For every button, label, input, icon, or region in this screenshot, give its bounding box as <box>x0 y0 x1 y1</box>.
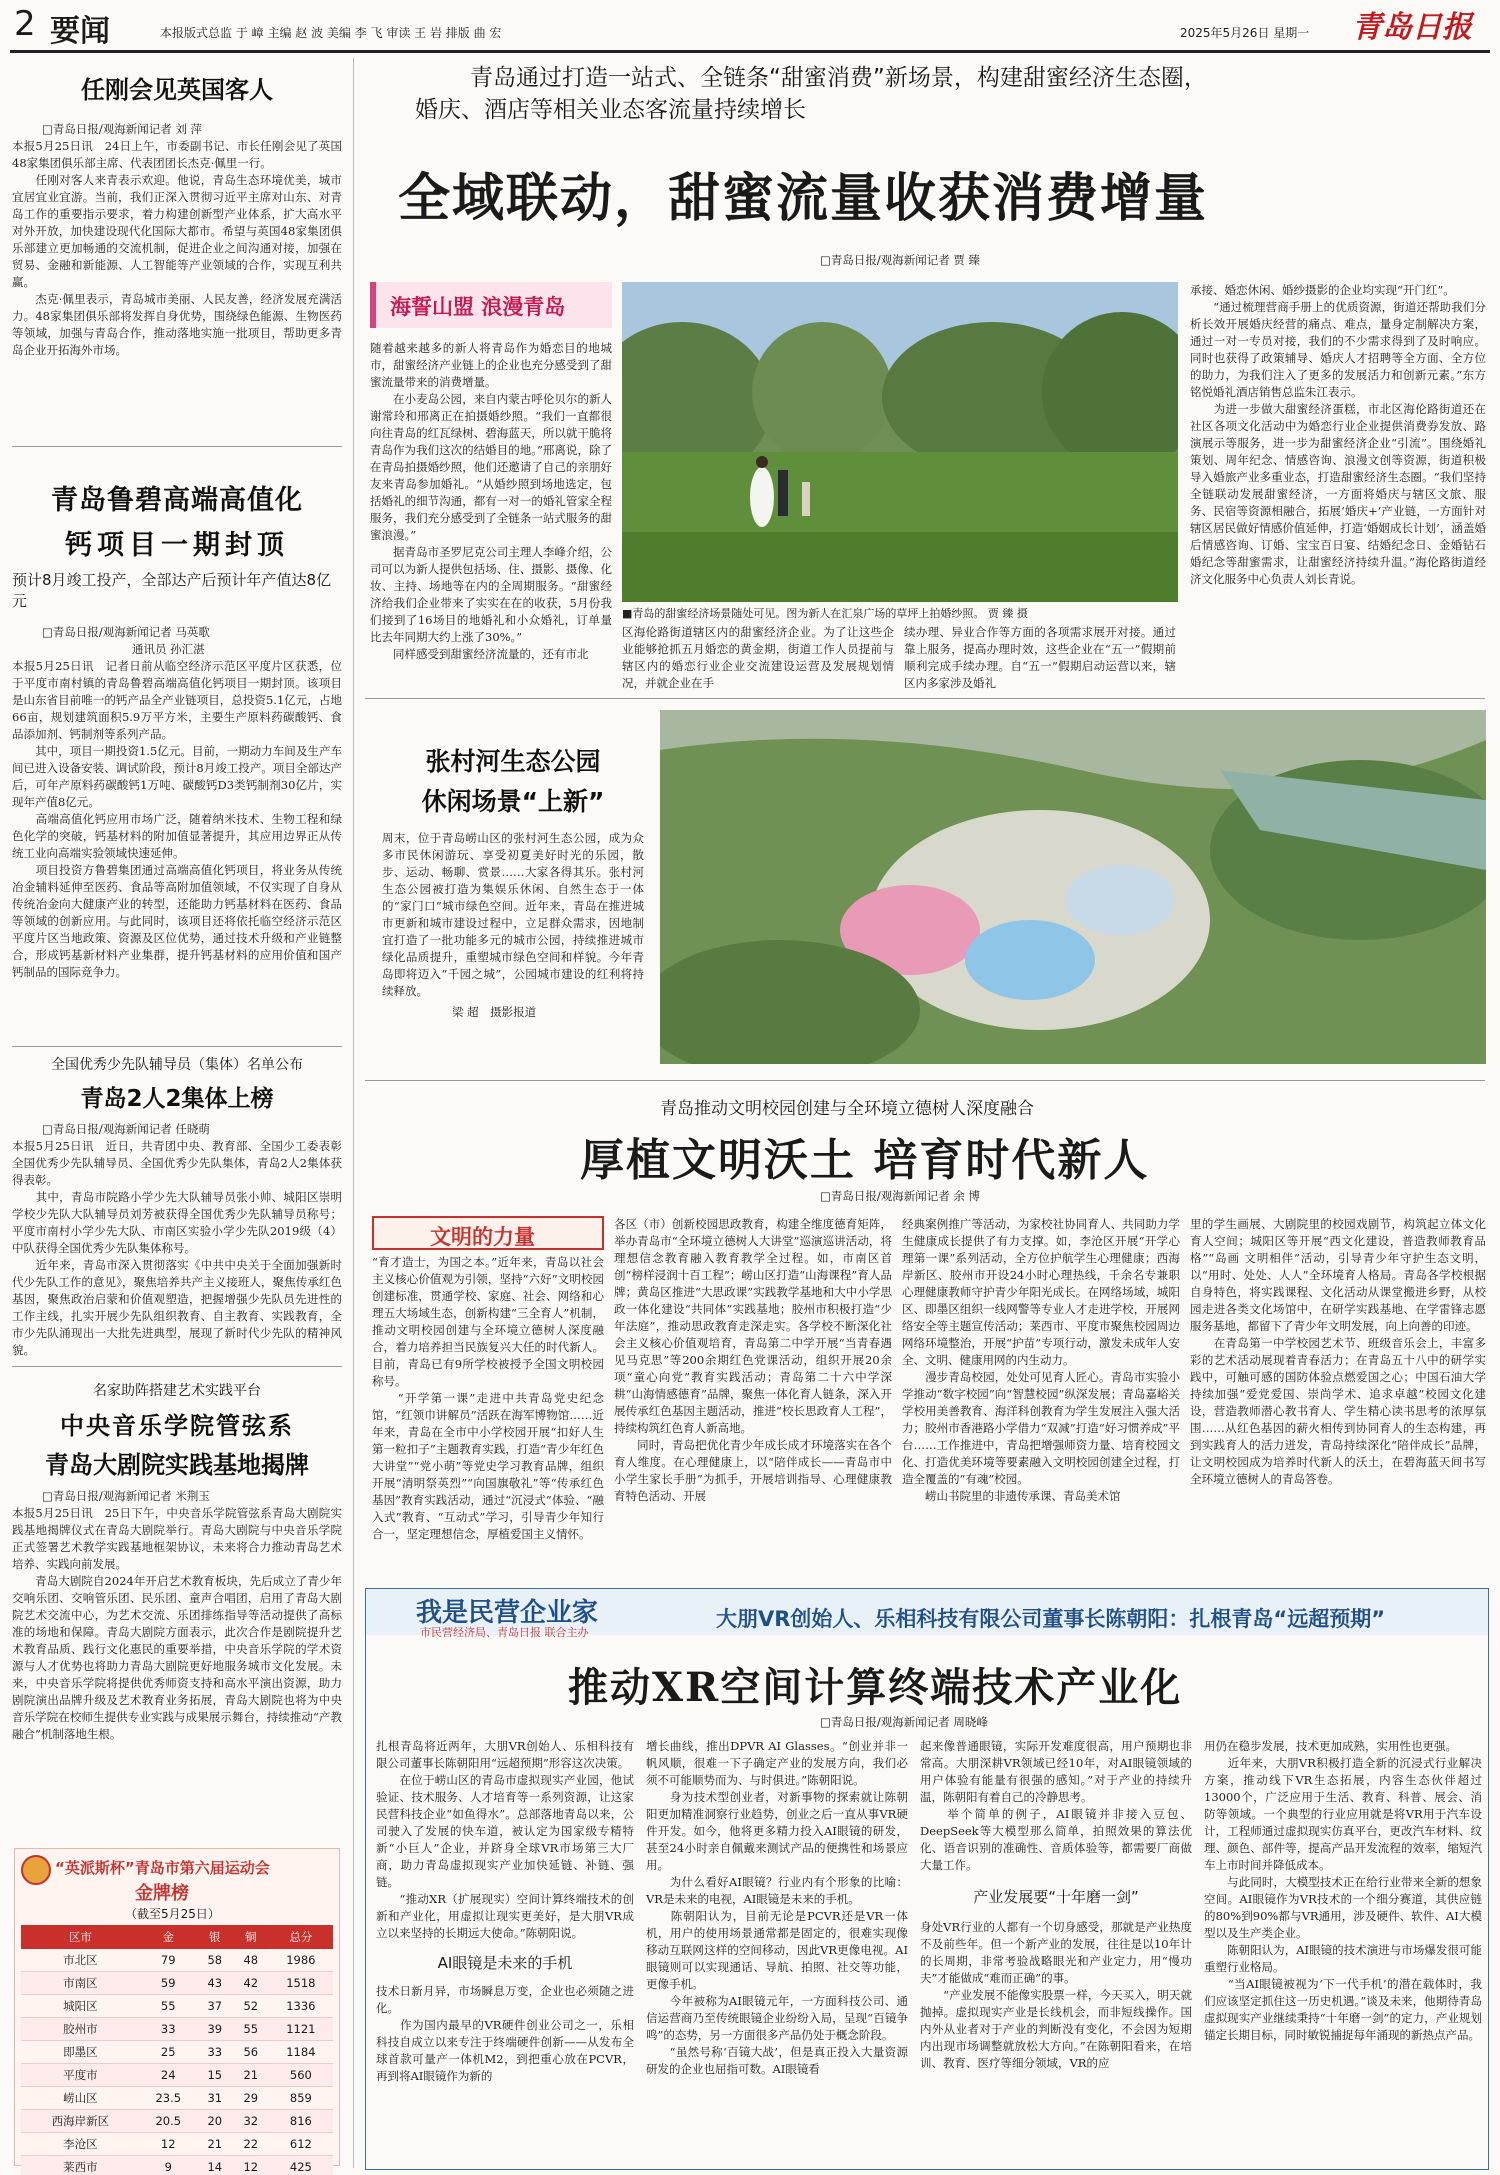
divider <box>12 1046 342 1047</box>
medal-table-cell: 816 <box>269 2110 333 2133</box>
medal-table-row <box>21 2087 333 2110</box>
article-kicker: 全国优秀少先队辅导员（集体）名单公布 <box>51 1057 303 1073</box>
lead-byline: □青岛日报/观海新闻记者 贾 臻 <box>820 253 981 267</box>
biz-subhead-1: AI眼镜是未来的手机 <box>437 1954 573 1972</box>
divider <box>12 1366 342 1367</box>
issue-date: 2025年5月26日 星期一 <box>1180 26 1310 40</box>
medal-table-cell: 崂山区 <box>21 2087 140 2110</box>
article-title: 中央音乐学院管弦系 <box>60 1412 294 1440</box>
medal-table-cell: 58 <box>197 1949 233 1972</box>
medal-table-cell: 79 <box>140 1949 197 1972</box>
medal-table <box>21 1925 333 2175</box>
park-credit: 梁 超 摄影报道 <box>452 1005 537 1019</box>
medal-table-title: “英派斯杯”青岛市第六届运动会 <box>55 1859 270 1877</box>
medal-table-cell: 15 <box>197 2064 233 2087</box>
biz-col2: 增长曲线，推出DPVR AI Glasses。“创业并非一帆风顺，很难一下子确定产业的发展方向，我们必须不可能顺势而为、与时俱进。”陈朝阳说。 身为技术型创业者，对新事物的探索就让陈朝阳更加精准洞察行业趋势，创业之后一直从事VR硬件开发。如今，他将更多精力投入AI眼镜的研发，甚至24小时亲自佩戴来测试产品的便携性和场景应用。 为什么看好AI眼镜？行业内有个形象的比喻：VR是未来的电视，AI眼镜是未来的手机。 陈朝阳认为，目前无论是PCVR还是VR一体机，用户的使用场景通常都是固定的，很难实现像移动互联网这样的空间移动，因此VR更像电视。AI眼镜则可以实现通话、导航、拍照、社交等功能，更像手机。 今年被称为AI眼镜元年，一方面科技公司、通信运营商乃至传统眼镜企业纷纷入局，呈现“百镜争鸣”的态势，另一方面很多产品仍处于概念阶段。 “虽然号称‘百镜大战’，但是真正投入大量资源研发的企业也屈指可数。AI眼镜看 <box>646 1739 908 2076</box>
lead-kicker-line1: 青岛通过打造一站式、全链条“甜蜜消费”新场景，构建甜蜜经济生态圈， <box>470 65 1207 91</box>
biz-col4: 用仍在稳步发展，技术更加成熟，实用性也更强。 近年来，大朋VR积极打造全新的沉浸式行业解决方案，推动线下VR生态拓展，内容生态伙伴超过13000个，广泛应用于生活、教育、科普、展会、消防等领域。一个典型的行业应用就是将VR用于汽车设计，工程师通过虚拟现实仿真平台，更改汽车材料、纹理、颜色、部件等，提高产品开发流程的效率，缩短汽车上市时间并降低成本。 与此同时，大模型技术正在给行业带来全新的想象空间。AI眼镜作为VR技术的一个细分赛道，其供应链的80%到90%都与VR通用，涉及硬件、软件、AI大模型以及生产类企业。 陈朝阳认为，AI眼镜的技术演进与市场爆发很可能重塑行业格局。 “当AI眼镜被视为‘下一代手机’的潜在载体时，我们应该坚定抓住这一历史机遇。”谈及未来，他期待青岛虚拟现实产业继续秉持“十年磨一剑”的定力，产业规划锚定长期目标，同时敏锐捕捉每年涌现的新热点产品。 <box>1204 1739 1482 2042</box>
medal-table-cell: 29 <box>233 2087 269 2110</box>
lead-col3: 续办理、异业合作等方面的各项需求展开对接。通过靠上服务，提高办理时效，这些企业在“五一”假期前顺利完成手续办理。自“五一”假期启动运营以来，辖区内多家涉及婚礼 <box>904 625 1176 690</box>
medal-table-box <box>14 1848 340 2174</box>
medal-table-cell: 59 <box>140 1972 197 1995</box>
edu-byline: □青岛日报/观海新闻记者 余 博 <box>820 1189 981 1203</box>
medal-table-date: （截至5月25日） <box>125 1907 220 1921</box>
article-byline: □青岛日报/观海新闻记者 米荆玉 <box>42 1489 210 1503</box>
article-byline-line2: 通讯员 孙汇湛 <box>132 642 205 656</box>
medal-table-cell: 1518 <box>269 1972 333 1995</box>
medal-table-row <box>21 2110 333 2133</box>
article-title: 青岛鲁碧高端高值化 <box>51 485 303 516</box>
medal-table-cell: 李沧区 <box>21 2133 140 2156</box>
medal-table-header: 总分 <box>269 1925 333 1949</box>
medal-table-header: 银 <box>197 1925 233 1949</box>
medal-table-cell: 32 <box>233 2110 269 2133</box>
biz-column-name: 我是民营企业家 <box>416 1598 599 1628</box>
medal-table-cell: 城阳区 <box>21 1995 140 2018</box>
biz-headline: 推动XR空间计算终端技术产业化 <box>568 1664 1183 1711</box>
medal-table-wrapper <box>21 1925 333 2175</box>
biz-kicker: 大朋VR创始人、乐相科技有限公司董事长陈朝阳：扎根青岛“远超预期” <box>716 1607 1386 1631</box>
medal-table-cell: 560 <box>269 2064 333 2087</box>
article-title: 青岛2人2集体上榜 <box>80 1086 274 1112</box>
biz-subhead-2: 产业发展要“十年磨一剑” <box>973 1888 1139 1906</box>
medal-table-row <box>21 2064 333 2087</box>
park-title-line2: 休闲场景“上新” <box>421 787 605 816</box>
medal-table-cell: 20.5 <box>140 2110 197 2133</box>
medal-table-cell: 市北区 <box>21 1949 140 1972</box>
medal-table-cell: 12 <box>233 2156 269 2175</box>
park-photo-illustration <box>660 710 1486 1064</box>
lead-col2: 区海伦路街道辖区内的甜蜜经济企业。为了让这些企业能够抢抓五月婚恋的黄金期，街道工作人员提前与辖区内的婚恋行业企业交流建设运营及发展规划情况，并就企业在手 <box>622 625 894 690</box>
section-name: 要闻 <box>50 14 110 49</box>
medal-table-cell: 9 <box>140 2156 197 2175</box>
edu-column-tag-text: 文明的力量 <box>430 1225 535 1249</box>
medal-table-cell: 23.5 <box>140 2087 197 2110</box>
medal-table-row <box>21 2156 333 2175</box>
medal-table-cell: 21 <box>233 2064 269 2087</box>
article-lubi-calcium <box>12 452 342 981</box>
article-byline: □青岛日报/观海新闻记者 刘 萍 <box>42 122 203 136</box>
masthead-rule <box>10 50 1490 53</box>
divider <box>365 698 1485 699</box>
lead-col4: 承接、婚恋休闲、婚纱摄影的企业均实现“开门红”。 “通过梳理营商手册上的优质资源，街道还帮助我们分析长效开展婚庆经营的痛点、难点，量身定制解决方案，通过一对一专员对接，我们的不少需求得到了及时响应。同时也获得了政策辅导、婚庆人才招聘等全方面、全方位的助力，为我们注入了更多的发展活力和创新元素。”东方铭悦婚礼酒店销售总监朱江表示。 为进一步做大甜蜜经济蛋糕，市北区海伦路街道还在社区各项文化活动中为婚恋行业企业提供消费券发放、路演展示等服务，进一步为甜蜜经济企业“引流”。围绕婚礼策划、周年纪念、情感咨询、浪漫文创等资源，街道积极导入婚旅产业多重业态，打造甜蜜经济生态圈。“我们坚持全链联动发展甜蜜经济，一方面将婚庆与辖区文旅、服务、民宿等资源相融合，拓展‘婚庆+’产业链，一方面针对辖区居民做好情感价值延伸，打造‘婚姻成长计划’，涵盖婚后情感咨询、订婚、宝宝百日宴、结婚纪念日、金婚钻石婚纪念等甜蜜需求，让甜蜜经济持续升温。”海伦路街道经济文化服务中心负责人刘长青说。 <box>1190 283 1486 586</box>
edu-col3: 经典案例推广等活动，为家校社协同育人、共同助力学生健康成长提供了有力支撑。如，李沧区开展“开学心理第一课”系列活动，全方位护航学生心理健康；西海岸新区、胶州市开设24小时心理热线，千余名专兼职心理健康教师守护青少年阳光成长。在网络场域，城阳区、即墨区组织一线网警等专业人才走进学校，开展网络安全等主题宣传活动；莱西市、平度市聚焦校园周边网络环境整治，开展“护苗”专项行动，激发未成年人安全、文明、健康用网的内生动力。 漫步青岛校园，处处可见育人匠心。青岛市实验小学推动“数字校园”向“智慧校园”纵深发展；青岛嘉峪关学校用美善教育、海洋科创教育为学生发展注入强大活力；胶州市香港路小学借力“双减”打造“好习惯养成”平台……工作推进中，青岛把增强师资力量、培育校园文化、打造优美环境等要素融入文明校园创建全过程，打造全覆盖的“有魂”校园。 崂山书院里的非遗传承课、青岛美术馆 <box>902 1217 1180 1503</box>
article-title-line2: 钙项目一期封顶 <box>65 530 289 561</box>
masthead <box>0 0 1500 52</box>
medal-table-cell: 莱西市 <box>21 2156 140 2175</box>
medal-table-cell: 43 <box>197 1972 233 1995</box>
divider <box>365 1080 1485 1081</box>
medal-table-cell: 平度市 <box>21 2064 140 2087</box>
article-young-pioneers <box>12 1052 342 1359</box>
biz-organizers: 市民营经济局、青岛日报 联合主办 <box>420 1626 589 1639</box>
edu-col1: “育才造士，为国之本。”近年来，青岛以社会主义核心价值观为引领，坚持“六好”文明校园创建标准，贯通学校、家庭、社会、网络和心理五大场域生态，创新构建“三全育人”机制，推动文明校园创建与全环境立德树人深度融合，着力培养担当民族复兴大任的时代新人。目前，青岛已有9所学校被授予全国文明校园称号。 “开学第一课”走进中共青岛党史纪念馆，“红领巾讲解员”活跃在海军博物馆……近年来，青岛在全市中小学校园开展“扣好人生第一粒扣子”主题教育实践，打造“青少年红色大讲堂”“党小萌”等党史学习教育品牌，组织开展“清明祭英烈”“向国旗敬礼”等“传承红色基因”教育实践活动，通过“沉浸式”体验、“融入式”教育、“互动式”学习，引导青少年知行合一，坚定理想信念，厚植爱国主义情怀。 <box>372 1255 604 1541</box>
medal-table-cell: 1336 <box>269 1995 333 2018</box>
medal-table-cell: 市南区 <box>21 1972 140 1995</box>
edu-col4: 里的学生画展、大剧院里的校园戏剧节，构筑起立体文化育人空间；城阳区等开展“西文化建设，普造教师教育品格”“岛画 文明相伴”活动，引导青少年守护生态文明，以“用时、处处、人人”全环境育人格局。青岛各学校根据自身特色，将实践课程、文化活动从课堂搬进乡野，从校园走进各类文化场馆中，在研学实践基地、在学雷锋志愿服务基地，都留下了青少年文明发展，向上向善的印迹。 在青岛第一中学校园艺术节、班级音乐会上，丰富多彩的艺术活动展现着青春活力；在青岛五十八中的研学实践中，可触可感的国防体验点燃爱国之心；中国石油大学持续加强“爱党爱国、崇尚学术、追求卓越”校园文化建设，营造教师潜心教书育人、学生精心读书思考的浓厚氛围……从红色基因的薪火相传到协同育人的生态构建，再到实践育人的活力迸发，青岛持续深化“陪伴成长”品牌，让文明校园成为培养时代新人的沃土，在碧海蓝天间书写全环境立德树人的青岛答卷。 <box>1190 1217 1486 1486</box>
article-kicker: 名家助阵搭建艺术实践平台 <box>93 1383 261 1399</box>
article-body: 本报5月25日讯 25日下午，中央音乐学院管弦系青岛大剧院实践基地揭牌仪式在青岛大剧院举行。青岛大剧院与中央音乐学院正式签署艺术教学实践基地框架协议，未来将合力推动青岛艺术培养、实践向前发展。 青岛大剧院自2024年开启艺术教育板块，先后成立了青少年交响乐团、交响管乐团、民乐团、童声合唱团，启用了青岛大剧院艺术交流中心，为艺术交流、乐团排练指导等活动提供了高标准的场地和保障。青岛大剧院方面表示，此次合作是剧院提升艺术教育品质、践行文化惠民的重要举措，中央音乐学院的学术资源与人才优势也将助力青岛大剧院更好地服务城市文化发展。未来，中央音乐学院将提供优秀师资支持和高水平演出资源，助力剧院演出品牌升级及艺术教育业务拓展，青岛大剧院也将为中央音乐学院在校师生提供专业实践与成果展示舞台，持续推动“产教融合”机制落地生根。 <box>12 1506 342 1741</box>
newspaper-logo: 青岛日报 <box>1352 10 1472 45</box>
lead-kicker <box>365 62 1485 126</box>
medal-table-header: 金 <box>140 1925 197 1949</box>
medal-table-cell: 56 <box>233 2041 269 2064</box>
park-photo <box>660 710 1486 1064</box>
wedding-photo <box>622 282 1178 602</box>
article-conservatory <box>12 1372 342 1743</box>
medal-table-cell: 24 <box>140 2064 197 2087</box>
medal-table-cell: 1121 <box>269 2018 333 2041</box>
article-byline: □青岛日报/观海新闻记者 马英歌 <box>42 625 210 639</box>
article-body: 本报5月25日讯 近日，共青团中央、教育部、全国少工委表彰全国优秀少先队辅导员、全国优秀少先队集体，青岛2人2集体获得表彰。 其中，青岛市院路小学少先大队辅导员张小帅、城阳区崇明学校少先队大队辅导员刘芳被获得全国优秀少先队辅导员称号；平度市南村小学少先大队、市南区实验小学少先队2019级（4）中队获得全国优秀少先队集体称号。 近年来，青岛市深入贯彻落实《中共中央关于全面加强新时代少先队工作的意见》，聚焦培养共产主义接班人，聚焦传承红色基因，聚焦政治启蒙和价值观塑造，把握增强少先队员先进性的工作主线，扎实开展少先队组织教育、自主教育、实践教育，全市少先队涌现出一大批先进典型，展现了新时代少先队的精神风貌。 <box>12 1139 342 1357</box>
biz-col1-text-b: 技术日新月异，市场瞬息万变，企业也必须随之进化。 作为国内最早的VR硬件创业公司之一，乐相科技自成立以来专注于终端硬件创新——从发布全球首款可量产一体机M2，到把重心放在PCVR，再到将AI眼镜作为新的 <box>376 1984 634 2083</box>
medal-table-row <box>21 1949 333 1972</box>
lead-column-tag-text: 海誓山盟 浪漫青岛 <box>390 295 566 319</box>
medal-table-cell: 20 <box>197 2110 233 2133</box>
edu-col2: 各区（市）创新校园思政教育，构建全维度德育矩阵，举办青岛市“全环境立德树人大讲堂”巡演巡讲活动，将理想信念教育融入教育教学全过程。如，市南区首创“榜样浸润十百工程”；崂山区打造“山海课程”育人品牌；黄岛区推进“大思政课”实践教学基地和大中小学思政一体化建设“共同体”实践基地；胶州市积极打造“少年法庭”，推动思政教育走深走实。各学校不断深化社会主义核心价值观培育，青岛第二中学开展“当青春遇见马克思”等200余期红色党课活动，组织开展20余项“童心向党”教育实践活动；青岛第二十六中学深耕“山海情感德育”品牌，聚焦一体化育人链条，深入开展传承红色基因主题活动，推进“校长思政育人工程”，持续构筑红色育人新高地。 同时，青岛把优化青少年成长成才环境落实在各个育人维度。在心理健康上，以“陪伴成长——青岛市中小学生家长手册”为抓手，开展培训指导、心理健康教育特色活动、开展 <box>614 1217 892 1503</box>
medal-table-row <box>21 1972 333 1995</box>
edu-kicker: 青岛推动文明校园创建与全环境立德树人深度融合 <box>660 1099 1034 1119</box>
medal-table-row <box>21 2018 333 2041</box>
divider <box>12 446 342 447</box>
medal-table-cell: 52 <box>233 1995 269 2018</box>
medal-table-cell: 612 <box>269 2133 333 2156</box>
medal-table-header: 区市 <box>21 1925 140 1949</box>
medal-table-cell: 31 <box>197 2087 233 2110</box>
edu-headline: 厚植文明沃土 培育时代新人 <box>580 1135 1150 1186</box>
edu-column-tag <box>372 1216 604 1250</box>
medal-table-cell: 1986 <box>269 1949 333 1972</box>
medal-table-row <box>21 2041 333 2064</box>
medal-table-cell: 21 <box>197 2133 233 2156</box>
park-textbox <box>372 720 654 1056</box>
wedding-photo-caption: ■青岛的甜蜜经济场景随处可见。图为新人在汇泉广场的草坪上拍婚纱照。 贾 臻 摄 <box>622 607 1028 620</box>
medal-emblem-icon <box>21 1855 51 1885</box>
article-title-line2: 青岛大剧院实践基地揭牌 <box>45 1451 309 1479</box>
lead-kicker-line2: 婚庆、酒店等相关业态客流量持续增长 <box>415 97 806 123</box>
medal-table-cell: 48 <box>233 1949 269 1972</box>
medal-table-cell: 55 <box>140 1995 197 2018</box>
article-byline: □青岛日报/观海新闻记者 任晓萌 <box>42 1122 210 1136</box>
article-body: 本报5月25日讯 记者日前从临空经济示范区平度片区获悉，位于平度市南村镇的青岛鲁碧高端高值化钙项目一期封顶。该项目是山东省目前唯一的钙产品全产业链项目，总投资5.1亿元，占地66亩，规划建筑面积5.9万平方米，主要生产原料药碳酸钙、食品添加剂、钙制剂等系列产品。 其中，项目一期投资1.5亿元。目前，一期动力车间及生产车间已进入设备安装、调试阶段，预计8月竣工投产。项目全部达产后，可年产原料药碳酸钙1万吨、碳酸钙D3类钙制剂30亿片，实现年产值8亿元。 高端高值化钙应用市场广泛，随着纳米技术、生物工程和绿色化学的突破，钙基材料的附加值显著提升，其应用边界正从传统工业向高端实验领域快速延伸。 项目投资方鲁碧集团通过高端高值化钙项目，将业务从传统冶金辅料延伸至医药、食品等高附加值领域，不仅实现了自身从传统冶金向大健康产业的转型，还能助力钙基材料在医药、食品等领域的创新应用。与此同时，该项目还将依托临空经济示范区平度片区当地政策、资源及区位优势，通过技术升级和产业链整合，形成钙基新材料产业集群，提升钙基材料的应用价值和国产钙制品的国际竞争力。 <box>12 659 342 979</box>
park-body: 周末，位于青岛崂山区的张村河生态公园，成为众多市民休闲游玩、享受初夏美好时光的乐园，散步、运动、畅聊、赏景……大家各得其乐。张村河生态公园被打造为集娱乐休闲、自然生态于一体的“家门口”城市绿色空间。近年来，青岛在推进城市更新和城市建设过程中，立足群众需求，因地制宜打造了一批功能多元的城市公园，持续推进城市绿化品质提升，重塑城市绿色空间和样貌。今年青岛即将迈入“千园之城”，公园城市建设的红利将持续释放。 <box>382 831 644 998</box>
biz-col3 <box>920 1738 1192 2072</box>
biz-col3-text: 起来像普通眼镜，实际开发难度很高，用户预期也非常高。大朋深耕VR领域已经10年，对AI眼镜领域的用户体验有能量有很强的感知。”对于产业的持续升温，陈朝阳有着自己的冷静思考。 举个简单的例子，AI眼镜并非接入豆包、DeepSeek等大模型那么简单，拍照效果的算法优化、语音识别的准确性、音质体验等，都需要厂商做大量工作。 <box>920 1739 1192 1872</box>
medal-table-row <box>21 1995 333 2018</box>
biz-col3-text-b: 身处VR行业的人都有一个切身感受，那就是产业热度不及前些年。但一个新产业的发展，往往是以10年计的长周期，非常考验战略眼光和产业定力，用“慢功夫”才能做成“难而正确”的事。 “产业发展不能像实股票一样，今天买入，明天就抛掉。虚拟现实产业是长线机会，而非短线操作。国内外从业者对于产业的判断没有变化，不会因为短期内出现市场调整就放松大方向。”在陈朝阳看来，在培训、教育、医疗等细分领域，VR的应 <box>920 1920 1192 2070</box>
medal-table-row <box>21 2133 333 2156</box>
article-subtitle: 预计8月竣工投产，全部达产后预计年产值达8亿元 <box>12 571 332 610</box>
medal-table-cell: 即墨区 <box>21 2041 140 2064</box>
medal-table-cell: 55 <box>233 2018 269 2041</box>
medal-table-cell: 42 <box>233 1972 269 1995</box>
park-title: 张村河生态公园 <box>425 747 601 776</box>
article-ren-gang <box>12 58 342 359</box>
medal-table-cell: 39 <box>197 2018 233 2041</box>
wedding-photo-illustration <box>622 282 1178 602</box>
editorial-credits: 本报版式总监 于 嶂 主编 赵 波 美编 李 飞 审读 王 岩 排版 曲 宏 <box>160 26 502 40</box>
biz-col1-text: 扎根青岛将近两年，大朋VR创始人、乐相科技有限公司董事长陈朝阳用“远超预期”形容这次决策。 在位于崂山区的青岛市虚拟现实产业园，他试验证、技术服务、人才培育等一系列资源，让这家民营科技企业“如鱼得水”。总部落地青岛以来，公司驶入了发展的快车道，被认定为国家级专精特新“小巨人”企业，并跻身全球VR市场第三大厂商，助力青岛虚拟现实产业加快延链、补链、强链。 “推动XR（扩展现实）空间计算终端技术的创新和产业化，用虚拟让现实更美好，是大朋VR成立以来坚持的长期远大使命。”陈朝阳说。 <box>376 1739 634 1940</box>
medal-table-cell: 12 <box>140 2133 197 2156</box>
medal-table-cell: 14 <box>197 2156 233 2175</box>
biz-col1 <box>376 1738 634 2085</box>
medal-table-cell: 859 <box>269 2087 333 2110</box>
medal-table-cell: 33 <box>197 2041 233 2064</box>
lead-col1: 随着越来越多的新人将青岛作为婚恋目的地城市，甜蜜经济产业链上的企业也充分感受到了甜蜜流量带来的消费增量。 在小麦岛公园，来自内蒙古呼伦贝尔的新人谢常玲和邢离正在拍摄婚纱照。“我们一直都很向往青岛的红瓦绿树、碧海蓝天，所以就干脆将青岛作为我们这次的结婚目的地。”邢离说，除了在青岛拍摄婚纱照，他们还邀请了自己的亲朋好友来青岛参加婚礼。“从婚纱照到场地选定，包括婚礼的细节沟通，都有一对一的婚礼管家全程服务，我们充分感受到了全链条一站式服务的甜蜜浪漫。” 据青岛市圣罗尼克公司主理人李峰介绍，公司可以为新人提供包括场、住、摄影、摄像、化妆、主持、场地等在内的全周期服务。“甜蜜经济给我们企业带来了实实在在的收获，5月份我们接到了16场目的地婚礼和小众婚礼，订单量比去年同期大约上涨了30%。” 同样感受到甜蜜经济流量的，还有市北 <box>370 341 612 661</box>
medal-table-cell: 25 <box>140 2041 197 2064</box>
medal-table-header: 铜 <box>233 1925 269 1949</box>
medal-table-subtitle: 金牌榜 <box>135 1883 189 1904</box>
medal-table-cell: 425 <box>269 2156 333 2175</box>
medal-table-cell: 22 <box>233 2133 269 2156</box>
medal-table-cell: 37 <box>197 1995 233 2018</box>
medal-table-cell: 1184 <box>269 2041 333 2064</box>
left-column-divider <box>353 58 354 2168</box>
biz-byline: □青岛日报/观海新闻记者 周晓峰 <box>820 1715 988 1729</box>
article-title: 任刚会见英国客人 <box>81 76 273 104</box>
lead-column-tag <box>370 282 612 328</box>
medal-table-cell: 33 <box>140 2018 197 2041</box>
article-body: 本报5月25日讯 24日上午，市委副书记、市长任刚会见了英国48家集团俱乐部主席、代表团团长杰克·佩里一行。 任刚对客人来青表示欢迎。他说，青岛生态环境优美，城市宜居宜业宜游。当前，我们正深入贯彻习近平主席对山东、对青岛工作的重要指示要求，着力构建创新型产业体系，扩大高水平对外开放，加快建设现代化国际大都市。希望与英国48家集团俱乐部建立更加畅通的交流机制，促进企业之间沟通对接，加强在贸易、金融和新能源、人工智能等产业领域的合作，实现互利共赢。 杰克·佩里表示，青岛城市美丽、人民友善，经济发展充满活力。48家集团俱乐部将发挥自身优势，围绕绿色能源、生物医药等领域，加强与青岛合作，推动落地实施一批项目，帮助更多青岛企业开拓海外市场。 <box>12 139 342 357</box>
medal-table-cell: 胶州市 <box>21 2018 140 2041</box>
lead-headline: 全域联动，甜蜜流量收获消费增量 <box>398 168 1209 229</box>
medal-table-cell: 西海岸新区 <box>21 2110 140 2133</box>
page-number: 2 <box>14 4 36 44</box>
